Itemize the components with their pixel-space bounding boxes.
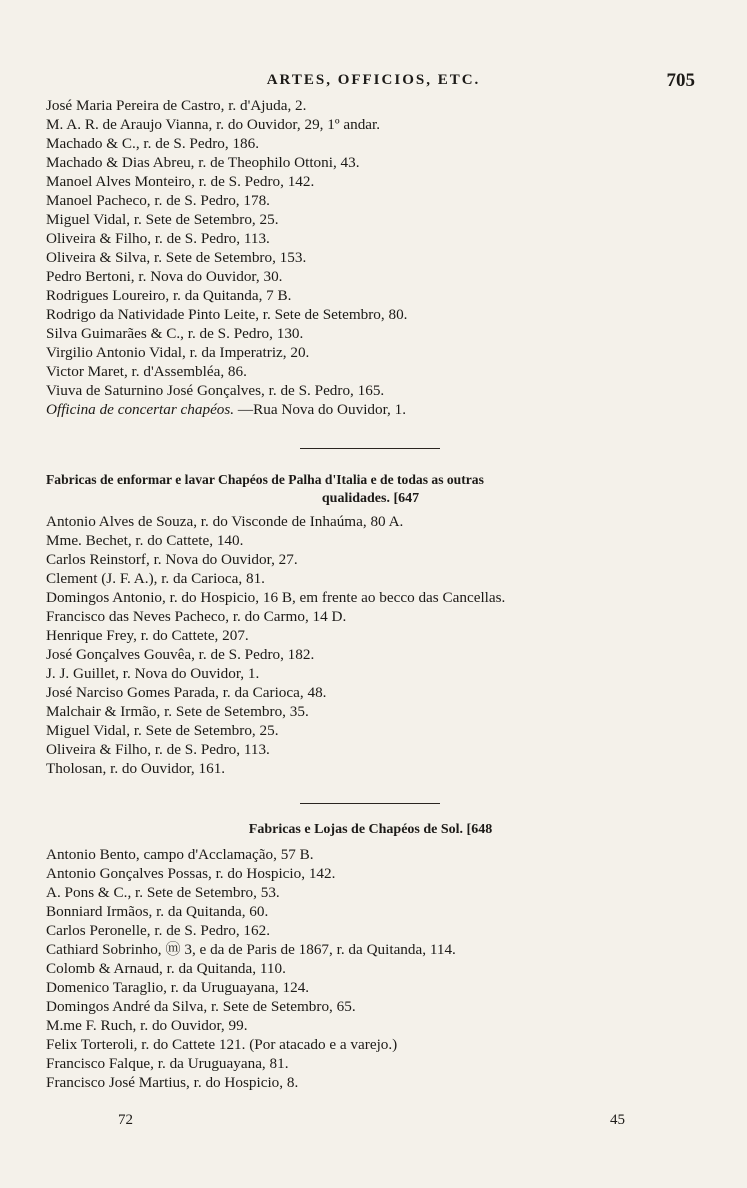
running-head-title: ARTES, OFFICIOS, ETC. <box>266 72 481 88</box>
list-item: Miguel Vidal, r. Sete de Setembro, 25. <box>46 722 279 739</box>
list-item <box>46 400 695 419</box>
section2-title: Fabricas de enformar e lavar Chapéos de Palha d'Italia e de todas as outras <box>46 472 484 487</box>
section3-title: Fabricas e Lojas de Chapéos de Sol. [648 <box>248 822 493 837</box>
list-item: Clement (J. F. A.), r. da Carioca, 81. <box>46 570 265 587</box>
list-item: Bonniard Irmãos, r. da Quitanda, 60. <box>46 903 269 920</box>
list-item: M. A. R. de Araujo Vianna, r. do Ouvidor, 29, 1º andar. <box>46 116 381 133</box>
list-item: José Maria Pereira de Castro, r. d'Ajuda, 2. <box>46 97 307 114</box>
list-item: Francisco José Martius, r. do Hospicio, 8. <box>46 1074 299 1091</box>
list-item: Oliveira & Filho, r. de S. Pedro, 113. <box>46 230 270 247</box>
list-item: José Narciso Gomes Parada, r. da Carioca, 48. <box>46 684 327 701</box>
list-item: Machado & Dias Abreu, r. de Theophilo Ottoni, 43. <box>46 154 360 171</box>
list-item: Miguel Vidal, r. Sete de Setembro, 25. <box>46 211 279 228</box>
list-item: Pedro Bertoni, r. Nova do Ouvidor, 30. <box>46 268 283 285</box>
list-item: Mme. Bechet, r. do Cattete, 140. <box>46 532 244 549</box>
list-item: Antonio Gonçalves Possas, r. do Hospicio, 142. <box>46 865 336 882</box>
list-item: Domenico Taraglio, r. da Uruguayana, 124. <box>46 979 310 996</box>
list-item: Tholosan, r. do Ouvidor, 161. <box>46 760 226 777</box>
list-item: José Gonçalves Gouvêa, r. de S. Pedro, 182. <box>46 646 315 663</box>
section-divider <box>300 448 440 449</box>
list-item: Virgilio Antonio Vidal, r. da Imperatriz, 20. <box>46 344 310 361</box>
list-item: Malchair & Irmão, r. Sete de Setembro, 35. <box>46 703 309 720</box>
section2-title-cont: qualidades. [647 <box>321 491 420 506</box>
list-item: Oliveira & Silva, r. Sete de Setembro, 153. <box>46 249 307 266</box>
list-item: Viuva de Saturnino José Gonçalves, r. de S. Pedro, 165. <box>46 382 385 399</box>
list-item: Felix Torteroli, r. do Cattete 121. (Por atacado e a varejo.) <box>46 1036 398 1053</box>
list-item: A. Pons & C., r. Sete de Setembro, 53. <box>46 884 280 901</box>
list-item: Oliveira & Filho, r. de S. Pedro, 113. <box>46 741 270 758</box>
list-item: J. J. Guillet, r. Nova do Ouvidor, 1. <box>46 665 260 682</box>
list-item: Carlos Peronelle, r. de S. Pedro, 162. <box>46 922 270 939</box>
list-item: Antonio Bento, campo d'Acclamação, 57 B. <box>46 846 314 863</box>
list-item: Rodrigues Loureiro, r. da Quitanda, 7 B. <box>46 287 292 304</box>
running-head <box>0 72 747 94</box>
list-item: Colomb & Arnaud, r. da Quitanda, 110. <box>46 960 286 977</box>
list-item: Manoel Pacheco, r. de S. Pedro, 178. <box>46 192 270 209</box>
list-item: Carlos Reinstorf, r. Nova do Ouvidor, 27. <box>46 551 298 568</box>
list-item: Henrique Frey, r. do Cattete, 207. <box>46 627 249 644</box>
signature-mark-left: 72 <box>118 1112 133 1128</box>
list-item: Silva Guimarães & C., r. de S. Pedro, 130. <box>46 325 304 342</box>
officina-label: Officina de concertar chapéos. <box>46 401 235 418</box>
signature-mark-right: 45 <box>610 1112 625 1128</box>
list-item: Machado & C., r. de S. Pedro, 186. <box>46 135 260 152</box>
list-item: Francisco das Neves Pacheco, r. do Carmo, 14 D. <box>46 608 347 625</box>
section-divider <box>300 803 440 804</box>
list-item: Antonio Alves de Souza, r. do Visconde de Inhaúma, 80 A. <box>46 513 404 530</box>
list-item: Cathiard Sobrinho, ⓜ 3, e da de Paris de 1867, r. da Quitanda, 114. <box>46 941 456 958</box>
list-item: Domingos Antonio, r. do Hospicio, 16 B, em frente ao becco das Cancellas. <box>46 589 506 606</box>
list-item: Domingos André da Silva, r. Sete de Setembro, 65. <box>46 998 356 1015</box>
list-item: Rodrigo da Natividade Pinto Leite, r. Sete de Setembro, 80. <box>46 306 408 323</box>
list-item: Manoel Alves Monteiro, r. de S. Pedro, 142. <box>46 173 315 190</box>
list-item: Victor Maret, r. d'Assembléa, 86. <box>46 363 247 380</box>
list-item: M.me F. Ruch, r. do Ouvidor, 99. <box>46 1017 248 1034</box>
list-item: Francisco Falque, r. da Uruguayana, 81. <box>46 1055 289 1072</box>
officina-address: —Rua Nova do Ouvidor, 1. <box>234 401 407 418</box>
page-number: 705 <box>666 70 695 91</box>
